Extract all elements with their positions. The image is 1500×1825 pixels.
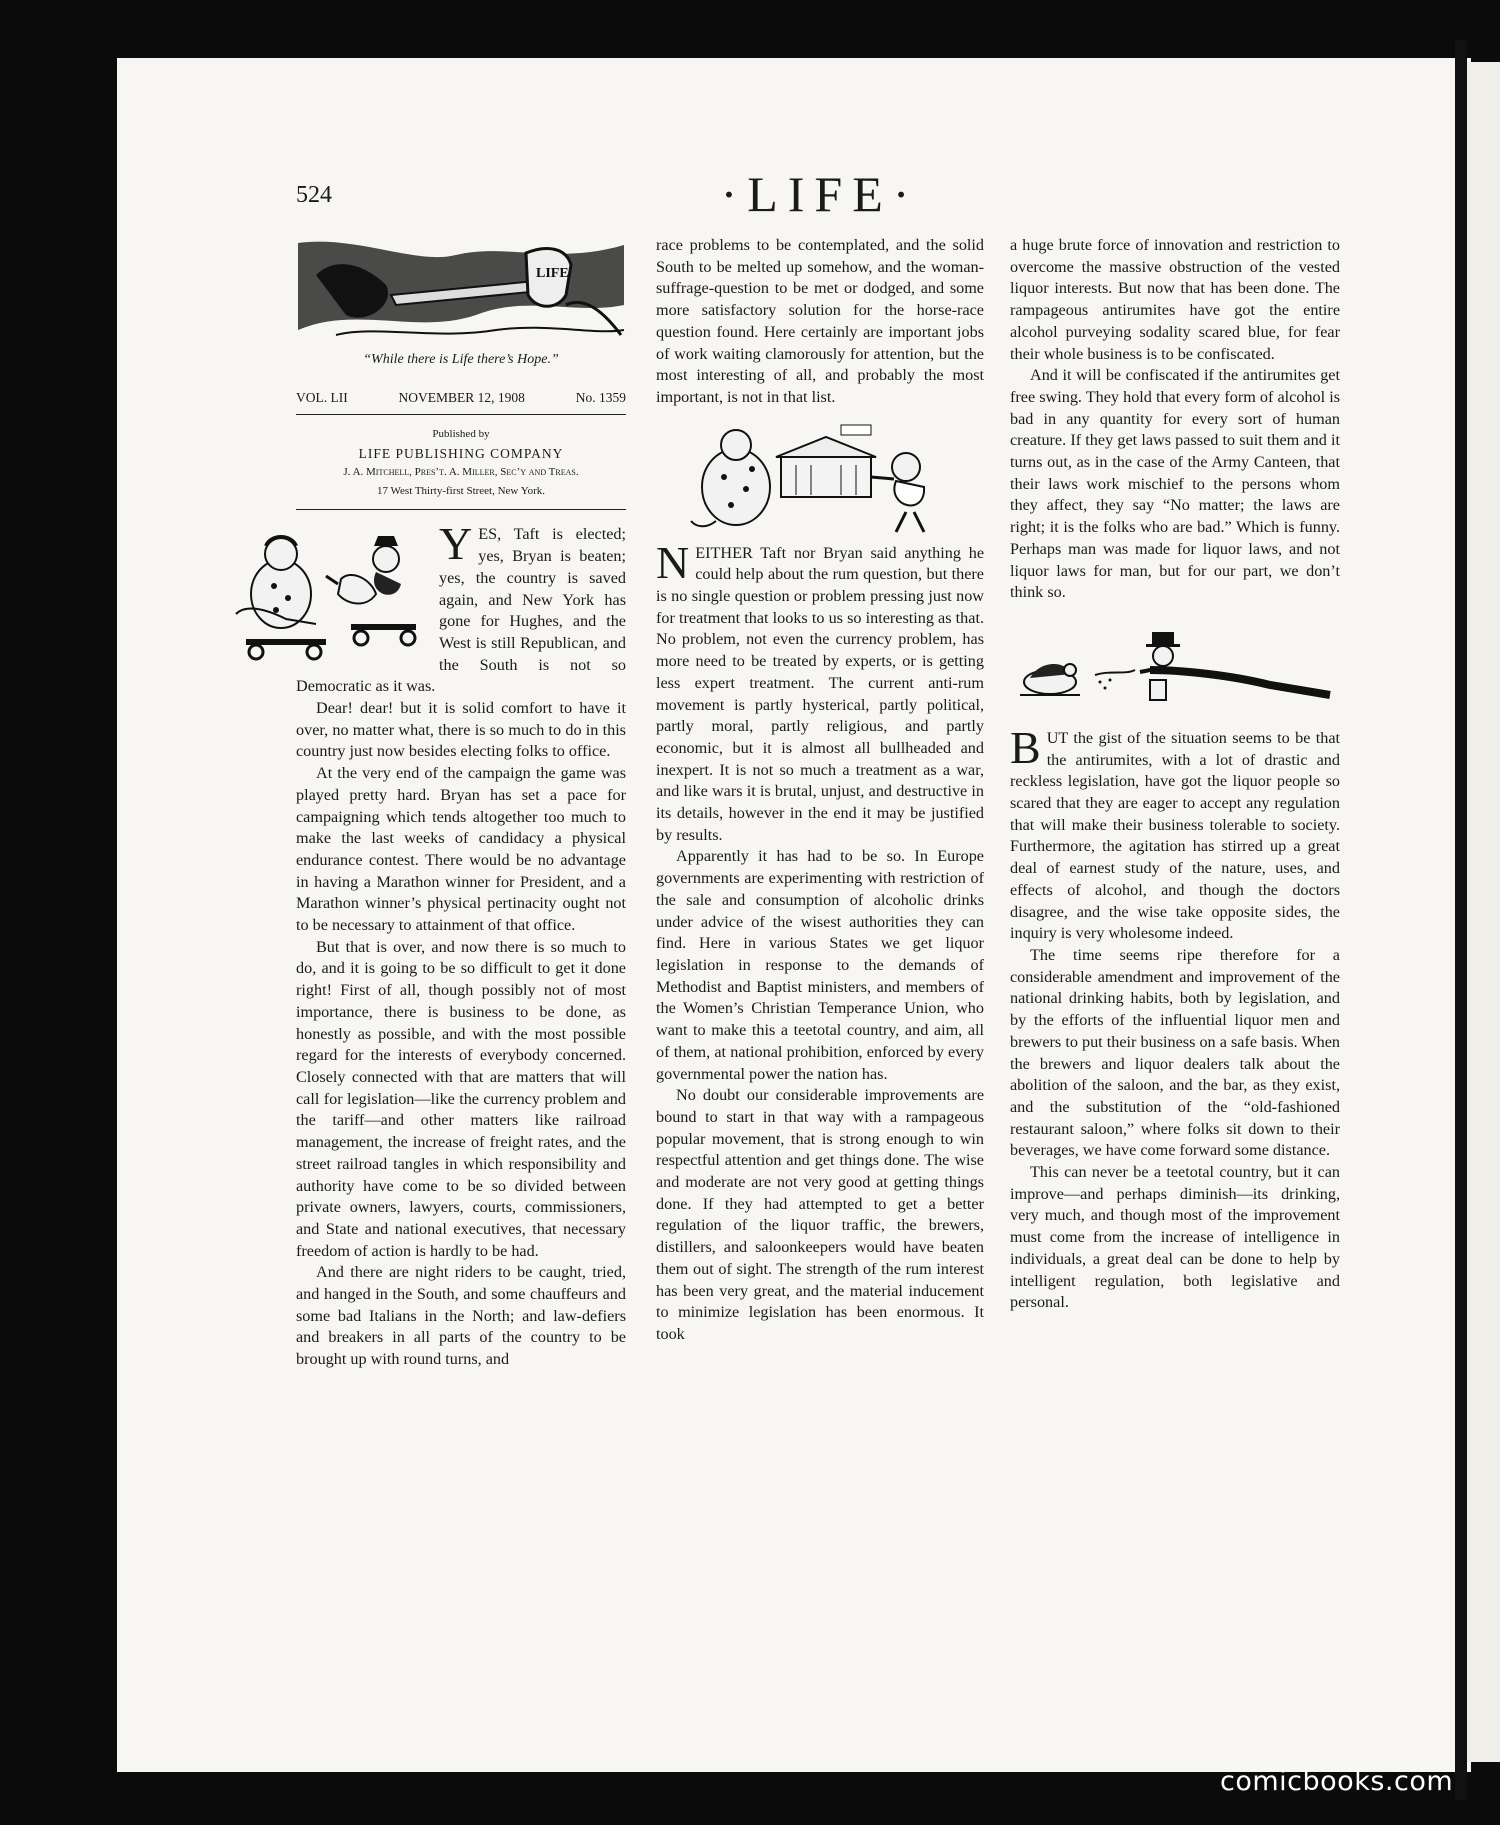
paragraph [656,536,984,847]
paragraph: Dear! dear! but it is solid comfort to have it over, no matter what, there is so much to do in this country just now besides electing folks to office. [296,699,626,761]
site-watermark: comicbooks.com [1220,1766,1454,1797]
paragraph: race problems to be contemplated, and the solid South to be melted up somehow, and the woman-suffrage-question to be met or dodged, and some more satisfactory solution for the horse-race question found. Here certainly are important jobs of work waiting clamorously for attention, but the most interesting of all, and probably the most important, is not in that list. [656,236,984,406]
bird-feeding-cartoon [1010,630,1340,710]
volume-line [296,381,626,416]
publisher-name: LIFE PUBLISHING COMPANY [358,446,564,462]
paragraph: At the very end of the campaign the game was played pretty hard. Bryan has set a pace for campaigning which tends altogether too much to make the last weeks of candidacy a physical endurance contest. There would be no advantage in having a Marathon winner for President, and a Marathon winner’s physical pertinacity ought not to be necessary to attainment of that office. [296,764,626,935]
paragraph [1010,721,1340,945]
drop-cap: B [1010,721,1041,773]
paragraph: No doubt our considerable improvements are bound to start in that way with a rampageous popular movement, that is strong enough to win respectful attention and get things done. The wise and moderate are not very good at getting things done. If they had attempted to get a better regulation of the liquor traffic, the brewers, distillers, and saloonkeepers would have beaten them out of sight. The strength of the rum interest has been very great, and the material inducement to minimize legislation has been enormous. It took [656,1086,984,1343]
drop-cap: Y [439,518,473,570]
issue-date: NOVEMBER 12, 1908 [398,389,525,405]
page-number: 524 [296,182,332,208]
paragraph: Apparently it has had to be so. In Europe governments are experimenting with restriction of the sale and consumption of alcoholic drinks under advice of the wisest authorities they can find. Here in various States we get liquor legislation in response to the demands of Methodist and Baptist ministers, and members of the Women’s Christian Temperance Union, who want to make this a teetotal country, and aim, all of them, at national prohibition, enforced by every governmental power the nation has. [656,847,984,1083]
paragraph-text: EITHER Taft nor Bryan said anything he could help about the rum question, but there is no single question or problem pressing just now for treatment that looks to us so interesting as that. No problem, not even the currency problem, has more need to be treated by experts, or is getting less expert treatment. The current anti-rum movement is partly hysterical, partly political, partly moral, partly religious, and partly economic, but it is almost all bullheaded and inexpert. It is not so much a treatment as a war, and like wars it is brutal, unjust, and destructive in its details, however in the end it may be justified by results. [656,543,984,844]
toy-horses-cartoon [226,524,431,664]
column-2 [656,235,984,1346]
paragraph: The time seems ripe therefore for a considerable amendment and improvement of the national drinking habits, both by legislation, and by the efforts of the influential liquor men and brewers to put their business on a safe basis. When the brewers and liquor dealers talk about the abolition of the saloon, and the bar, as they exist, and the substitution of the “old-fashioned restaurant saloon,” where folks sit down to their beverages, we have come forward some distance. [1010,945,1340,1160]
paragraph: But that is over, and now there is so much to do, and it is going to be so difficult to get it done right! First of all, though possibly not of most importance, there is business to be done, as honestly as possible, and with the most possible regard for the interests of everybody concerned. Closely connected with that are matters that will call for legislation—like the currency problem and the tariff—and other matters like railroad management, the increase of freight rates, and the street railroad tangles in which responsibility and authority have come to be so divided between private owners, lawyers, courts, commissioners, and State and national executives, that necessary freedom of action is hardly to be had. [296,937,626,1260]
paragraph: And it will be confiscated if the antirumites get free swing. They hold that every form of alcohol is bad in any quantity for every sort of human creature. If they get laws passed to suit them and it turns out, as in the case of the Army Canteen, that their laws work mischief to the persons whom they affect, they say “No matter; the laws are right; it is the folks who are bad.” Which is funny. Perhaps man was made for liquor laws, and not liquor laws for man, but for our part, we don’t think so. [1010,366,1340,602]
paragraph-text: UT the gist of the situation seems to be that the antirumites, with a lot of drastic and reckless legislation, have got the liquor people so scared that they are eager to accept any regulation that will make their business tolerable to society. Furthermore, the agitation has stirred up a great deal of earnest study of the nature, uses, and effects of alcohol, and though the doctors disagree, and the wise take opposite sides, the inquiry is very wholesome indeed. [1010,728,1340,943]
issue-number: No. 1359 [575,389,626,405]
masthead-cartoon [296,235,626,345]
volume-number: VOL. LII [296,389,348,405]
binding-gutter [1455,40,1467,1800]
column-3 [1010,235,1340,1314]
svg-text:LIFE: LIFE [536,266,569,281]
published-by-label: Published by [432,428,490,441]
masthead-title: ·LIFE· [720,166,920,222]
column-1 [296,235,626,1371]
publisher-address: 17 West Thirty-first Street, New York. [377,485,545,498]
publisher-block [296,415,626,510]
editorial-motto: “While there is Life there’s Hope.” [363,352,559,367]
paragraph: This can never be a teetotal country, but it can improve—and perhaps diminish—its drinking, very much, and though most of the improvement must come from the increase of intelligence in individuals, a great deal can be done to help by intelligent regulation, both legislative and personal. [1010,1163,1340,1312]
publisher-officers: J. A. Mitchell, Pres’t. A. Miller, Sec’y and Treas. [343,466,579,479]
drop-cap: N [656,536,690,588]
facing-page-edge [1467,62,1500,1762]
white-house-tug-cartoon [656,417,984,537]
paragraph: And there are night riders to be caught, tried, and hanged in the South, and some chauffeurs and some bad Italians in the North; and law-defiers and breakers in all parts of the country to be brought up with round turns, and [296,1263,626,1369]
paragraph: a huge brute force of innovation and restriction to overcome the massive obstruction of the vested liquor interests. But now that has been done. The rampageous antirumites have got the entire alcohol purveying sodality scared blue, for fear their whole business is to be confiscated. [1010,236,1340,363]
paragraph-text: ES, Taft is elected; yes, Bryan is beaten; yes, the country is saved again, and New York has gone for Hughes, and the West is still Republican, and the South is not so Democratic as it was. [296,525,626,696]
